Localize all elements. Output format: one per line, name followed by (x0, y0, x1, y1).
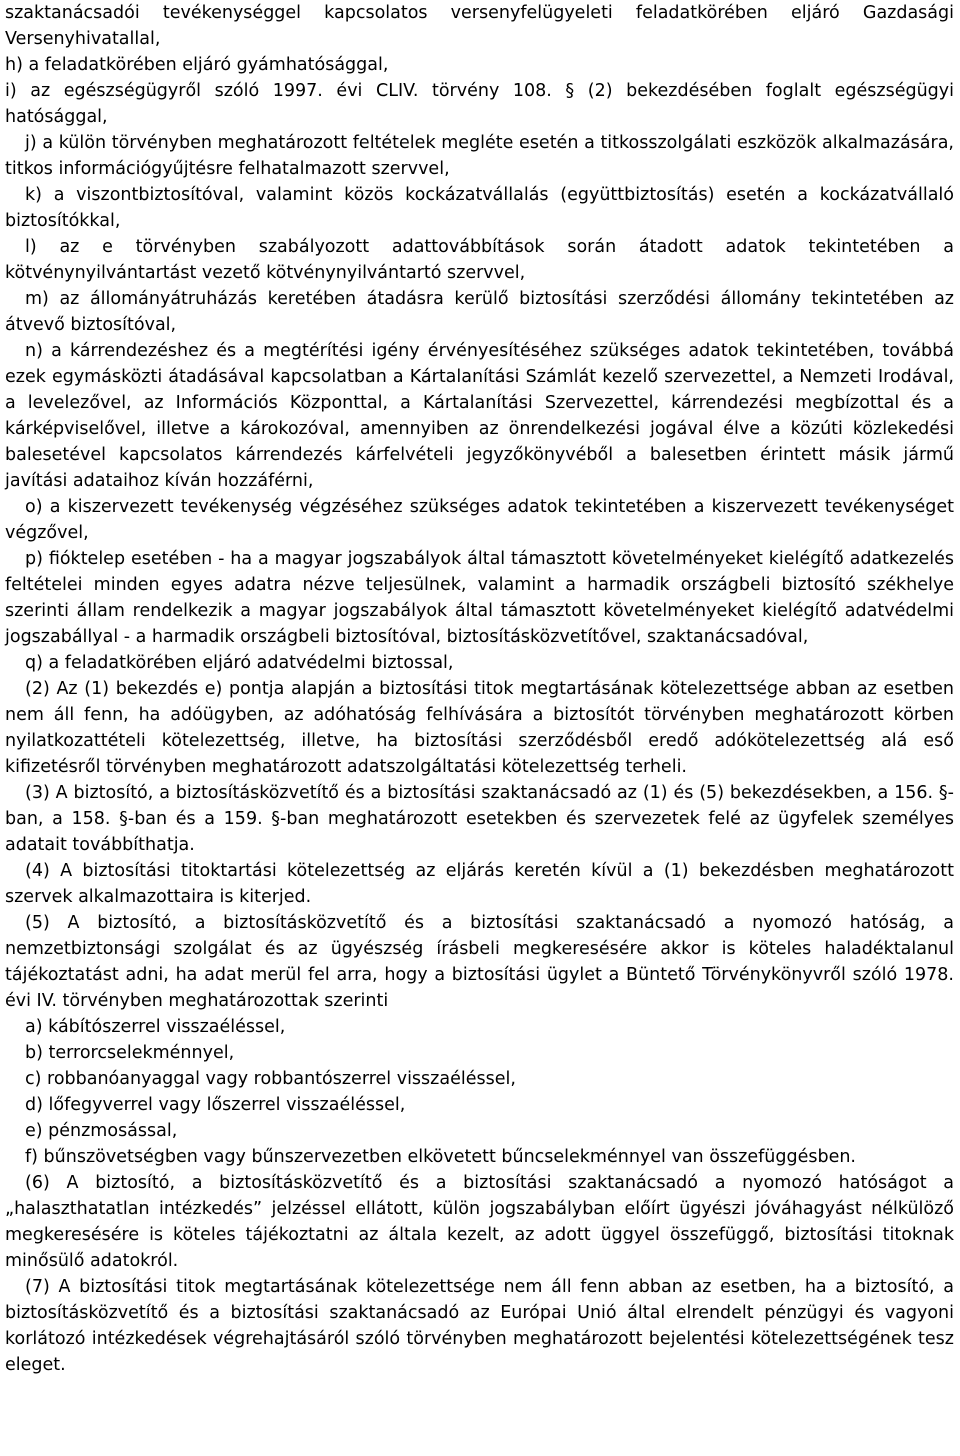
list-item-e: e) pénzmosással, (25, 1121, 178, 1141)
section-6-paragraph: (6) A biztosító, a biztosításközvetítő és a biztosítási szaktanácsadó a nyomozó hatóságot a „halaszthatatlan intézkedés” jelzéssel ellátott, külön jogszabályban előírt ügyészi jóváhagyást nélkülöző megkeresésére is köteles tájékoztatni az általa kezelt, az adott üggyel összefüggő, biztosítási titoknak minősülő adatokról. (5, 1173, 954, 1271)
list-item-b: b) terrorcselekménnyel, (25, 1043, 235, 1063)
list-item-k: k) a viszontbiztosítóval, valamint közös kockázatvállalás (együttbiztosítás) esetén a kockázatvállaló biztosítókkal, (5, 185, 954, 231)
section-7-paragraph: (7) A biztosítási titok megtartásának kötelezettsége nem áll fenn abban az esetben, ha a biztosító, a biztosításközvetítő és a biztosítási szaktanácsadó az Európai Unió által elrendelt pénzügyi és vagyoni korlátozó intézkedések végrehajtásáról szóló törvényben meghatározott bejelentési kötelezettségének tesz eleget. (5, 1277, 954, 1375)
list-item-h: h) a feladatkörében eljáró gyámhatósággal, (5, 55, 389, 75)
list-item-d: d) lőfegyverrel vagy lőszerrel visszaéléssel, (25, 1095, 406, 1115)
section-2-paragraph: (2) Az (1) bekezdés e) pontja alapján a biztosítási titok megtartásának kötelezettsége abban az esetben nem áll fenn, ha adóügyben, az adóhatóság felhívására a biztosítót törvényben meghatározott körben nyilatkozattételi kötelezettség, illetve, ha biztosítási szerződésből eredő adókötelezettség alá eső kifizetésről törvényben meghatározott adatszolgáltatási kötelezettség terheli. (5, 679, 954, 777)
paragraph-intro-continuation: szaktanácsadói tevékenységgel kapcsolatos versenyfelügyeleti feladatkörében eljáró Gazdasági Versenyhivatallal, (5, 3, 954, 49)
section-4-paragraph: (4) A biztosítási titoktartási kötelezettség az eljárás keretén kívül a (1) bekezdésben meghatározott szervek alkalmazottaira is kiterjed. (5, 861, 954, 907)
list-item-l: l) az e törvényben szabályozott adattovábbítások során átadott adatok tekintetében a kötvénynyilvántartást vezető kötvénynyilvántartó szervvel, (5, 237, 954, 283)
list-item-a: a) kábítószerrel visszaéléssel, (25, 1017, 286, 1037)
list-item-m: m) az állományátruházás keretében átadásra kerülő biztosítási szerződési állomány tekintetében az átvevő biztosítóval, (5, 289, 954, 335)
list-item-q: q) a feladatkörében eljáró adatvédelmi biztossal, (25, 653, 454, 673)
list-item-i: i) az egészségügyről szóló 1997. évi CLIV. törvény 108. § (2) bekezdésében foglalt egészségügyi hatósággal, (5, 81, 954, 127)
section-3-paragraph: (3) A biztosító, a biztosításközvetítő és a biztosítási szaktanácsadó az (1) és (5) bekezdésekben, a 156. §-ban, a 158. §-ban és a 159. §-ban meghatározott esetekben és szervezetek felé az ügyfelek személyes adatait továbbíthatja. (5, 783, 954, 855)
document-body (5, 0, 954, 1378)
list-item-p: p) fióktelep esetében - ha a magyar jogszabályok által támasztott követelményeket kielégítő adatkezelés feltételei minden egyes adatra nézve teljesülnek, valamint a harmadik országbeli biztosító székhelye szerinti állam rendelkezik a magyar jogszabályok által támasztott követelményeket kielégítő adatvédelmi jogszabállyal - a harmadik országbeli biztosítóval, biztosításközvetítővel, szaktanácsadóval, (5, 549, 954, 647)
list-item-n: n) a kárrendezéshez és a megtérítési igény érvényesítéséhez szükséges adatok tekintetében, továbbá ezek egymásközti átadásával kapcsolatban a Kártalanítási Számlát kezelő szervezettel, a Nemzeti Irodával, a levelezővel, az Információs Központtal, a Kártalanítási Szervezettel, kárrendezési megbízottal és a kárképviselővel, illetve a károkozóval, amennyiben az önrendelkezési jogával élve a közúti közlekedési balesetével kapcsolatos kárrendezés kárfelvételi jegyzőkönyvéből a balesetben érintett másik jármű javítási adataihoz kíván hozzáférni, (5, 341, 954, 491)
list-item-o: o) a kiszervezett tevékenység végzéséhez szükséges adatok tekintetében a kiszervezett tevékenységet végzővel, (5, 497, 954, 543)
list-item-c: c) robbanóanyaggal vagy robbantószerrel visszaéléssel, (25, 1069, 516, 1089)
list-item-j: j) a külön törvényben meghatározott feltételek megléte esetén a titkosszolgálati eszközök alkalmazására, titkos információgyűjtésre felhatalmazott szervvel, (5, 133, 954, 179)
list-item-f: f) bűnszövetségben vagy bűnszervezetben elkövetett bűncselekménnyel van összefüggésben. (25, 1147, 856, 1167)
section-5-paragraph: (5) A biztosító, a biztosításközvetítő és a biztosítási szaktanácsadó a nyomozó hatóság, a nemzetbiztonsági szolgálat és az ügyészség írásbeli megkeresésére akkor is köteles haladéktalanul tájékoztatást adni, ha adat merül fel arra, hogy a biztosítási ügylet a Büntető Törvénykönyvről szóló 1978. évi IV. törvényben meghatározottak szerinti (5, 913, 954, 1011)
